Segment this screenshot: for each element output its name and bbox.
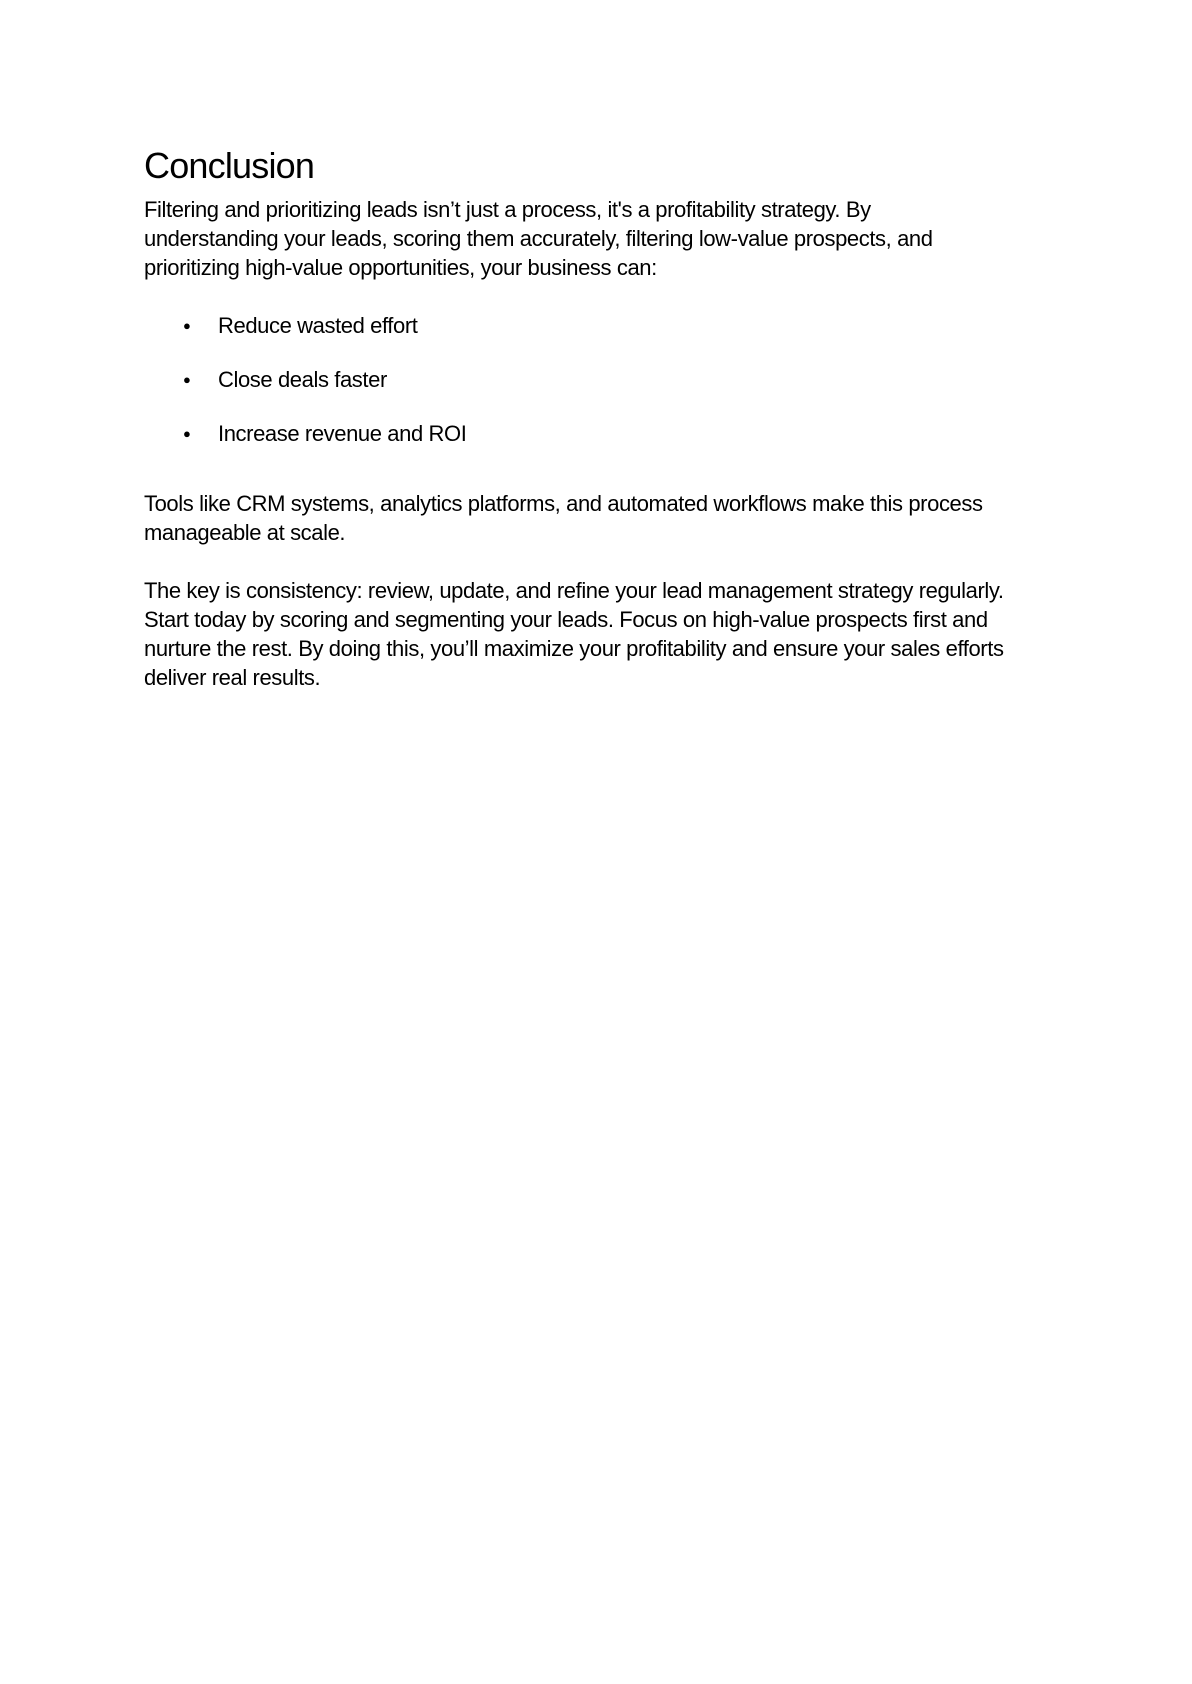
list-item-text: Increase revenue and ROI [218, 421, 467, 446]
key-paragraph-line-1: The key is consistency: review, update, and refine your lead management strategy regularly. [144, 578, 1004, 603]
key-paragraph-line-2: Start today by scoring and segmenting your leads. Focus on high-value prospects first and [144, 607, 988, 632]
key-paragraph-line-3: nurture the rest. By doing this, you’ll maximize your profitability and ensure your sales efforts [144, 636, 1004, 661]
list-item-reduce-wasted-effort [144, 311, 1048, 340]
tools-paragraph-line-2: manageable at scale. [144, 520, 346, 545]
page-title: Conclusion [144, 145, 315, 186]
key-consistency-paragraph [144, 576, 1048, 692]
list-item-text: Close deals faster [218, 367, 387, 392]
tools-paragraph [144, 489, 1048, 547]
key-paragraph-line-4: deliver real results. [144, 665, 321, 690]
list-item-increase-revenue-roi [144, 419, 1048, 448]
list-item-close-deals-faster [144, 365, 1048, 394]
intro-paragraph-line-3: prioritizing high-value opportunities, your business can: [144, 255, 657, 280]
bullet-icon: ● [183, 318, 191, 333]
tools-paragraph-line-1: Tools like CRM systems, analytics platforms, and automated workflows make this process [144, 491, 983, 516]
intro-paragraph-line-1: Filtering and prioritizing leads isn’t just a process, it's a profitability strategy. By [144, 197, 871, 222]
bullet-icon: ● [183, 372, 191, 387]
list-item-text: Reduce wasted effort [218, 313, 418, 338]
intro-paragraph-line-2: understanding your leads, scoring them accurately, filtering low-value prospects, and [144, 226, 933, 251]
bullet-icon: ● [183, 426, 191, 441]
intro-paragraph [144, 195, 1048, 282]
benefits-list [144, 311, 1048, 448]
